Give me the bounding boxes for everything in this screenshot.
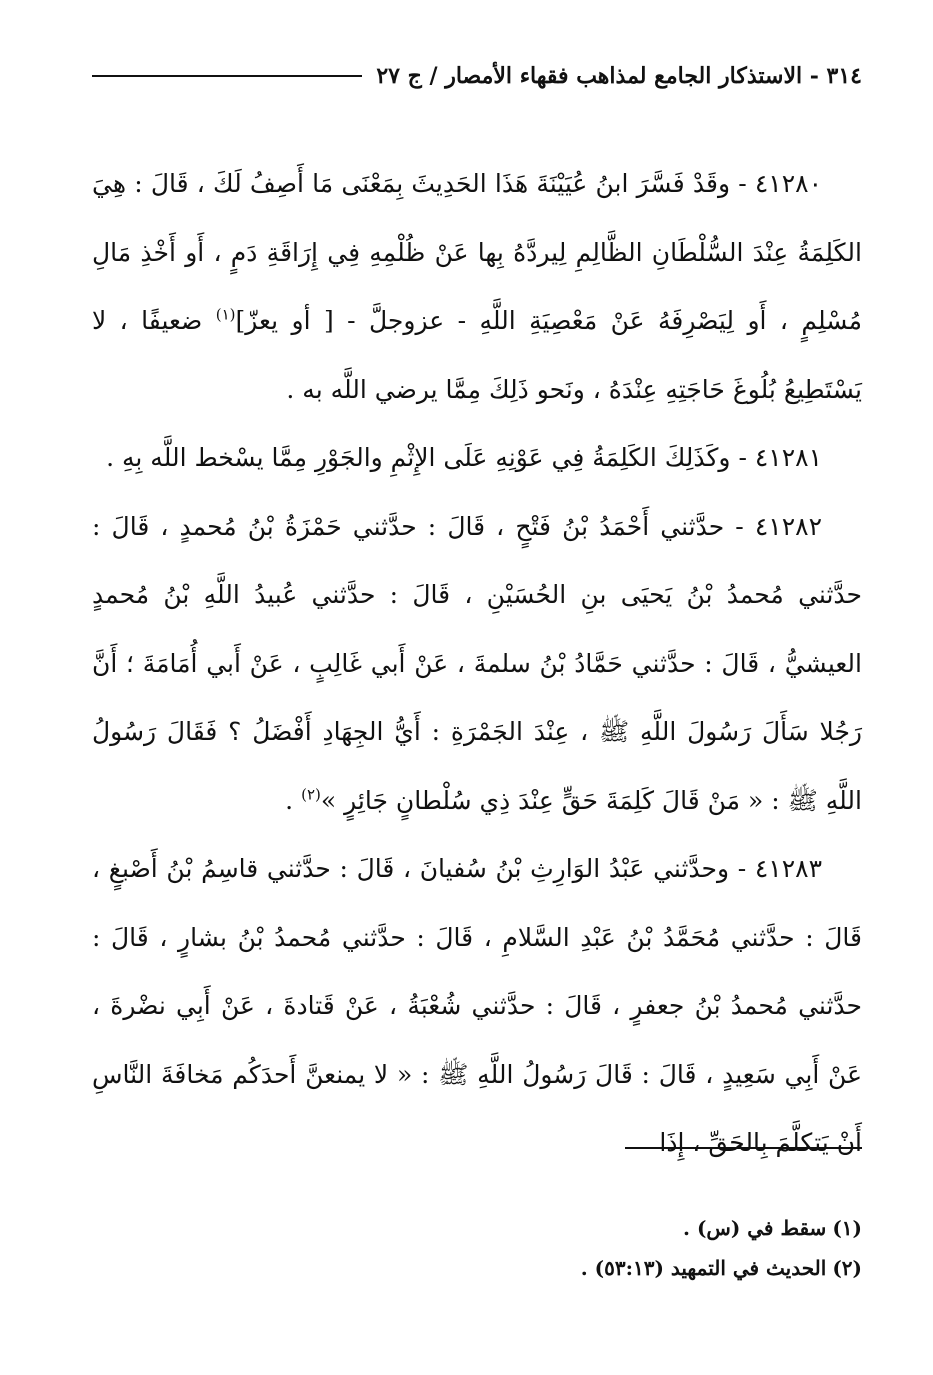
paragraph-number: ٤١٢٨١ <box>754 443 822 472</box>
paragraph-number: ٤١٢٨٠ <box>754 169 822 198</box>
paragraph-41283: ٤١٢٨٣ - وحدَّثني عَبْدُ الوَارِثِ بْنُ سُفيانَ ، قَالَ : حدَّثني قاسِمُ بْنُ أَصْبغٍ ، قَالَ : حدَّثني مُحَمَّدُ بْنُ عَبْدِ السَّلامِ ، قَالَ : حدَّثني مُحمدُ بْنُ بشارٍ ، قَالَ : حدَّثني مُحمدُ بْنُ جعفرٍ ، قَالَ : حدَّثني شُعْبَةُ ، عَنْ قَتادةَ ، عَنْ أَبِي نضْرةَ ، عَنْ أَبِي سَعِيدٍ ، قَالَ : قَالَ رَسُولُ اللَّهِ ﷺ : « لا يمنعنَّ أَحدَكُم مَخافَةَ النَّاسِ أَنْ يَتكلَّمَ بِالحَقِّ ، إِذَا <box>92 854 862 1157</box>
footnotes <box>92 1208 862 1288</box>
footnote-1 <box>92 1208 862 1248</box>
paragraph-text-continued: ضعيفًا ، لا يَسْتَطِيعُ بُلُوغَ حَاجَتِهِ عِنْدَهُ ، ونَحو ذَلِكَ مِمَّا يرضي اللَّه به . <box>92 306 862 404</box>
header-title: ٣١٤ - الاستذكار الجامع لمذاهب فقهاء الأمصار / ج ٢٧ <box>376 63 862 89</box>
header-rule <box>92 75 362 77</box>
paragraph-number: ٤١٢٨٣ <box>754 854 822 883</box>
paragraph-41282: ٤١٢٨٢ - حدَّثني أَحْمَدُ بْنُ فَتْحٍ ، قَالَ : حدَّثني حَمْزَةُ بْنُ مُحمدٍ ، قَالَ : حدَّثني مُحمدُ بْنُ يَحيَى بنِ الحُسَيْنِ ، قَالَ : حدَّثني عُبيدُ اللَّهِ بْنُ مُحمدٍ العيشيُّ ، قَالَ : حدَّثني حَمَّادُ بْنُ سلمةَ ، عَنْ أَبي غَالِبٍ ، عَنْ أَبي أُمَامَةَ ؛ أَنَّ رَجُلا سَأَلَ رَسُولَ اللَّهِ ﷺ ، عِنْدَ الجَمْرَةِ : أَيُّ الجِهَادِ أَفْضَلُ ؟ فَقَالَ رَسُولُ اللَّهِ ﷺ : « مَنْ قَالَ كَلِمَةَ حَقٍّ عِنْدَ ذِي سُلْطانٍ جَائِرٍ »$^{(٢)}$ . <box>92 511 862 815</box>
footnote-number: (٢) <box>832 1256 862 1280</box>
paragraph-number: ٤١٢٨٢ <box>754 511 823 541</box>
main-text <box>92 150 862 1178</box>
paragraph-text: وحدَّثني عَبْدُ الوَارِثِ بْنُ سُفيانَ ، قَالَ : حدَّثني قاسِمُ بْنُ أَصْبغٍ ، قَالَ : حدَّثني مُحَمَّدُ بْنُ عَبْدِ السَّلامِ ، قَالَ : حدَّثني مُحمدُ بْنُ بشارٍ ، قَالَ : حدَّثني مُحمدُ بْنُ جعفرٍ ، قَالَ : حدَّثني شُعْبَةُ ، عَنْ قَتادةَ ، عَنْ أَبِي نضْرةَ ، عَنْ أَبِي سَعِيدٍ ، قَالَ : قَالَ رَسُولُ اللَّهِ ﷺ : « لا يمنعنَّ أَحدَكُم مَخافَةَ النَّاسِ أَنْ يَتكلَّمَ بِالحَقِّ ، إِذَا <box>92 854 862 1157</box>
paragraph-text: حدَّثني أَحْمَدُ بْنُ فَتْحٍ ، قَالَ : حدَّثني حَمْزَةُ بْنُ مُحمدٍ ، قَالَ : حدَّثني مُحمدُ بْنُ يَحيَى بنِ الحُسَيْنِ ، قَالَ : حدَّثني عُبيدُ اللَّهِ بْنُ مُحمدٍ العيشيُّ ، قَالَ : حدَّثني حَمَّادُ بْنُ سلمةَ ، عَنْ أَبي غَالِبٍ ، عَنْ أَبي أُمَامَةَ ؛ أَنَّ رَجُلا سَأَلَ رَسُولَ اللَّهِ ﷺ ، عِنْدَ الجَمْرَةِ : أَيُّ الجِهَادِ أَفْضَلُ ؟ فَقَالَ رَسُولُ اللَّهِ ﷺ : « مَنْ قَالَ كَلِمَةَ حَقٍّ عِنْدَ ذِي سُلْطانٍ جَائِرٍ » <box>92 511 862 815</box>
running-header <box>92 56 862 96</box>
footnote-number: (١) <box>832 1216 862 1240</box>
paragraph-41281: ٤١٢٨١ - وكَذَلِكَ الكَلِمَةُ فِي عَوْنِهِ عَلَى الإِثْمِ والجَوْرِ مِمَّا يسْخط اللَّه بِهِ . <box>106 443 822 472</box>
paragraph-text: وكَذَلِكَ الكَلِمَةُ فِي عَوْنِهِ عَلَى الإِثْمِ والجَوْرِ مِمَّا يسْخط اللَّه بِهِ . <box>106 443 731 472</box>
footnote-text: سقط في (س) . <box>683 1216 827 1240</box>
footnote-ref: (١) <box>215 305 236 324</box>
paragraph-text: وقَدْ فَسَّرَ ابنُ عُيَيْنَةَ هَذَا الحَدِيثَ بِمَعْنَى مَا أَصِفُ لَكَ ، قَالَ : هِيَ الكَلِمَةُ عِنْدَ السُّلْطَانِ الظَّالِمِ لِيردَّهُ بِها عَنْ ظُلْمِهِ فِي إِرَاقَةِ دَمٍ ، أَو أَخْذِ مَالِ مُسْلِمٍ ، أَو لِيَصْرِفَهُ عَنْ مَعْصِيَةِ اللَّهِ - عزوجلَّ - [ أو يعزّ] <box>92 169 862 335</box>
footnote-ref: (٢) <box>301 785 321 804</box>
footnote-text: الحديث في التمهيد (٥٣:١٣) . <box>580 1256 827 1280</box>
footnote-separator <box>625 1147 862 1149</box>
paragraph-41280: ٤١٢٨٠ - وقَدْ فَسَّرَ ابنُ عُيَيْنَةَ هَذَا الحَدِيثَ بِمَعْنَى مَا أَصِفُ لَكَ ، قَالَ : هِيَ الكَلِمَةُ عِنْدَ السُّلْطَانِ الظَّالِمِ لِيردَّهُ بِها عَنْ ظُلْمِهِ فِي إِرَاقَةِ دَمٍ ، أَو أَخْذِ مَالِ مُسْلِمٍ ، أَو لِيَصْرِفَهُ عَنْ مَعْصِيَةِ اللَّهِ - عزوجلَّ - [ أو يعزّ]$^{(١)}$ ضعيفًا ، لا يَسْتَطِيعُ بُلُوغَ حَاجَتِهِ عِنْدَهُ ، ونَحو ذَلِكَ مِمَّا يرضي اللَّه به . <box>92 169 862 404</box>
footnote-2 <box>92 1248 862 1288</box>
paragraph-text-continued: . <box>285 785 294 815</box>
